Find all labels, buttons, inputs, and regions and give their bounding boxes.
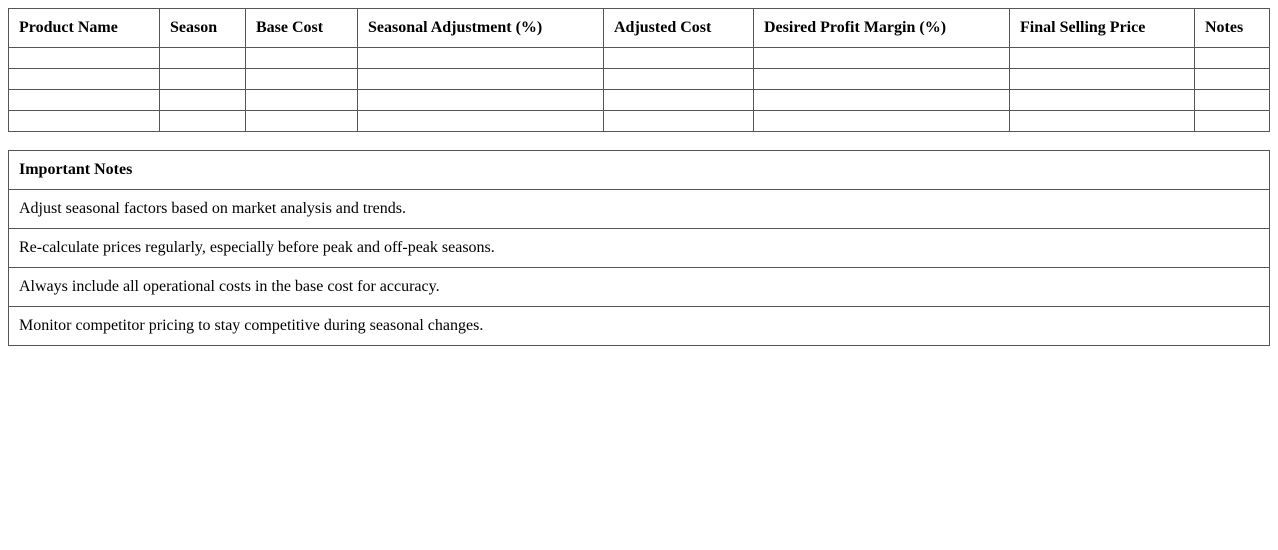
note-row [9, 268, 1270, 307]
cell-desired-profit-margin[interactable] [754, 69, 1010, 90]
cell-adjusted-cost[interactable] [604, 69, 754, 90]
column-header-desired-profit-margin: Desired Profit Margin (%) [754, 9, 1010, 48]
seasonal-pricing-table [8, 8, 1270, 132]
column-header-adjusted-cost: Adjusted Cost [604, 9, 754, 48]
table-row [9, 48, 1270, 69]
table-row [9, 69, 1270, 90]
cell-notes[interactable] [1195, 111, 1270, 132]
cell-desired-profit-margin[interactable] [754, 111, 1010, 132]
column-header-notes: Notes [1195, 9, 1270, 48]
notes-header-row [9, 151, 1270, 190]
table-row [9, 90, 1270, 111]
cell-product-name[interactable] [9, 69, 160, 90]
cell-base-cost[interactable] [246, 90, 358, 111]
cell-notes[interactable] [1195, 69, 1270, 90]
note-item: Adjust seasonal factors based on market analysis and trends. [9, 190, 1270, 229]
cell-final-selling-price[interactable] [1010, 48, 1195, 69]
cell-seasonal-adjustment[interactable] [358, 111, 604, 132]
cell-season[interactable] [160, 48, 246, 69]
cell-base-cost[interactable] [246, 48, 358, 69]
column-header-base-cost: Base Cost [246, 9, 358, 48]
cell-product-name[interactable] [9, 48, 160, 69]
cell-product-name[interactable] [9, 111, 160, 132]
table-row [9, 111, 1270, 132]
note-item: Monitor competitor pricing to stay competitive during seasonal changes. [9, 307, 1270, 346]
cell-base-cost[interactable] [246, 111, 358, 132]
cell-notes[interactable] [1195, 48, 1270, 69]
cell-final-selling-price[interactable] [1010, 111, 1195, 132]
column-header-seasonal-adjustment: Seasonal Adjustment (%) [358, 9, 604, 48]
note-row [9, 229, 1270, 268]
note-row [9, 307, 1270, 346]
cell-season[interactable] [160, 69, 246, 90]
column-header-product-name: Product Name [9, 9, 160, 48]
cell-adjusted-cost[interactable] [604, 111, 754, 132]
note-item: Always include all operational costs in the base cost for accuracy. [9, 268, 1270, 307]
important-notes-table [8, 150, 1270, 346]
cell-notes[interactable] [1195, 90, 1270, 111]
column-header-season: Season [160, 9, 246, 48]
cell-seasonal-adjustment[interactable] [358, 90, 604, 111]
cell-seasonal-adjustment[interactable] [358, 48, 604, 69]
notes-title: Important Notes [9, 151, 1270, 190]
cell-desired-profit-margin[interactable] [754, 48, 1010, 69]
cell-desired-profit-margin[interactable] [754, 90, 1010, 111]
cell-final-selling-price[interactable] [1010, 69, 1195, 90]
cell-final-selling-price[interactable] [1010, 90, 1195, 111]
note-row [9, 190, 1270, 229]
cell-product-name[interactable] [9, 90, 160, 111]
column-header-final-selling-price: Final Selling Price [1010, 9, 1195, 48]
table-header-row [9, 9, 1270, 48]
cell-adjusted-cost[interactable] [604, 48, 754, 69]
cell-seasonal-adjustment[interactable] [358, 69, 604, 90]
cell-season[interactable] [160, 111, 246, 132]
cell-base-cost[interactable] [246, 69, 358, 90]
cell-adjusted-cost[interactable] [604, 90, 754, 111]
note-item: Re-calculate prices regularly, especially before peak and off-peak seasons. [9, 229, 1270, 268]
cell-season[interactable] [160, 90, 246, 111]
